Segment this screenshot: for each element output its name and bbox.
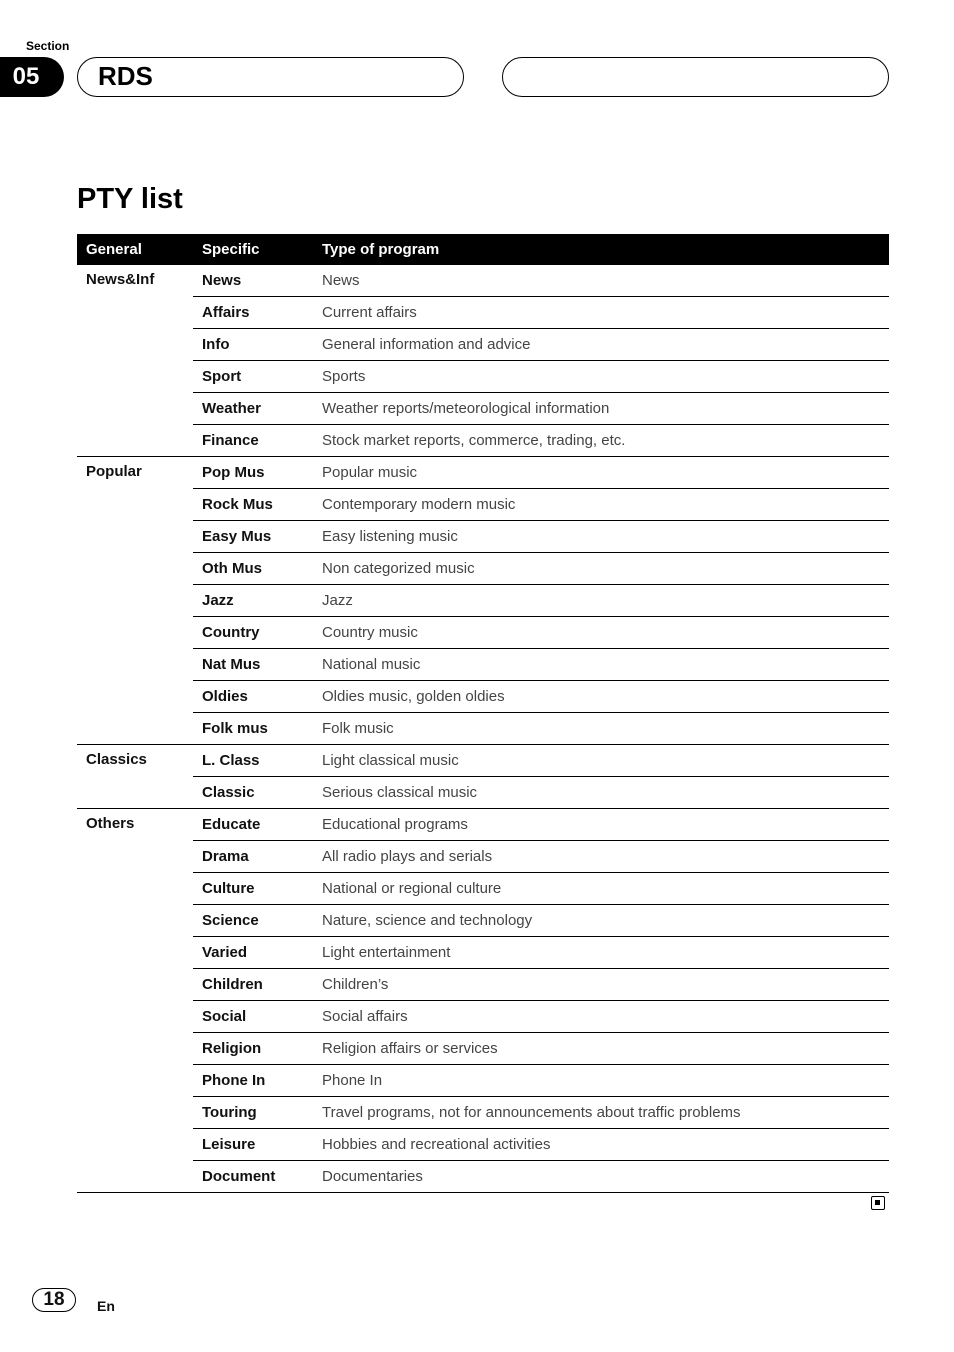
cell-type-of-program: Religion affairs or services <box>313 1033 889 1065</box>
cell-type-of-program: Hobbies and recreational activities <box>313 1129 889 1161</box>
cell-specific: Rock Mus <box>193 489 313 521</box>
table-row <box>77 1001 889 1033</box>
table-row <box>77 265 889 297</box>
cell-specific: Touring <box>193 1097 313 1129</box>
table-row <box>77 1033 889 1065</box>
cell-type-of-program: Light entertainment <box>313 937 889 969</box>
cell-type-of-program: News <box>313 265 889 297</box>
table-row <box>77 457 889 489</box>
cell-type-of-program: Easy listening music <box>313 521 889 553</box>
cell-specific: Oth Mus <box>193 553 313 585</box>
cell-type-of-program: Weather reports/meteorological information <box>313 393 889 425</box>
cell-specific: Document <box>193 1161 313 1193</box>
table-row <box>77 425 889 457</box>
table-row <box>77 553 889 585</box>
table-row <box>77 393 889 425</box>
cell-specific: Folk mus <box>193 713 313 745</box>
header-blank-bar <box>502 57 889 97</box>
cell-type-of-program: Current affairs <box>313 297 889 329</box>
cell-type-of-program: Sports <box>313 361 889 393</box>
cell-specific: Sport <box>193 361 313 393</box>
page-number: 18 <box>32 1288 76 1312</box>
cell-specific: Phone In <box>193 1065 313 1097</box>
cell-type-of-program: General information and advice <box>313 329 889 361</box>
cell-specific: News <box>193 265 313 297</box>
cell-type-of-program: Phone In <box>313 1065 889 1097</box>
table-row <box>77 617 889 649</box>
section-number-tab: 05 <box>0 57 64 97</box>
cell-specific: Finance <box>193 425 313 457</box>
cell-general: Others <box>77 809 193 1193</box>
cell-specific: Children <box>193 969 313 1001</box>
cell-general: Classics <box>77 745 193 809</box>
cell-type-of-program: All radio plays and serials <box>313 841 889 873</box>
cell-type-of-program: National music <box>313 649 889 681</box>
cell-specific: Weather <box>193 393 313 425</box>
cell-type-of-program: Serious classical music <box>313 777 889 809</box>
language-code: En <box>97 1298 115 1314</box>
cell-specific: Leisure <box>193 1129 313 1161</box>
cell-type-of-program: Contemporary modern music <box>313 489 889 521</box>
table-row <box>77 521 889 553</box>
cell-general: News&Inf <box>86 271 155 288</box>
column-header-specific: Specific <box>193 234 313 265</box>
table-row <box>77 297 889 329</box>
pty-table <box>77 234 889 1193</box>
cell-type-of-program: Folk music <box>313 713 889 745</box>
column-header-type: Type of program <box>313 234 889 265</box>
cell-specific: Culture <box>193 873 313 905</box>
table-header-row <box>77 234 889 265</box>
table-row <box>77 649 889 681</box>
cell-specific: Oldies <box>193 681 313 713</box>
table-row <box>77 1161 889 1193</box>
pty-table-body <box>77 265 889 1193</box>
table-row <box>77 745 889 777</box>
cell-type-of-program: Stock market reports, commerce, trading, etc. <box>313 425 889 457</box>
cell-specific: L. Class <box>193 745 313 777</box>
cell-type-of-program: Nature, science and technology <box>313 905 889 937</box>
table-row <box>77 905 889 937</box>
table-row <box>77 585 889 617</box>
cell-type-of-program: Documentaries <box>313 1161 889 1193</box>
table-row <box>77 1129 889 1161</box>
cell-type-of-program: Country music <box>313 617 889 649</box>
cell-specific: Nat Mus <box>193 649 313 681</box>
cell-type-of-program: Non categorized music <box>313 553 889 585</box>
cell-type-of-program: Educational programs <box>313 809 889 841</box>
table-row <box>77 809 889 841</box>
cell-type-of-program: Popular music <box>313 457 889 489</box>
table-row <box>77 329 889 361</box>
page-title: PTY list <box>77 183 183 215</box>
cell-type-of-program: Children’s <box>313 969 889 1001</box>
chapter-title-bar <box>77 57 464 97</box>
cell-general: Popular <box>77 457 193 745</box>
cell-specific: Affairs <box>193 297 313 329</box>
cell-specific: Religion <box>193 1033 313 1065</box>
cell-type-of-program: Social affairs <box>313 1001 889 1033</box>
table-row <box>77 777 889 809</box>
table-row <box>77 681 889 713</box>
end-of-section-square-icon <box>871 1196 885 1210</box>
cell-specific: Science <box>193 905 313 937</box>
cell-type-of-program: Oldies music, golden oldies <box>313 681 889 713</box>
table-row <box>77 1065 889 1097</box>
column-header-general: General <box>77 234 193 265</box>
cell-specific: Drama <box>193 841 313 873</box>
table-row <box>77 361 889 393</box>
table-row <box>77 1097 889 1129</box>
cell-specific: Pop Mus <box>193 457 313 489</box>
table-row <box>77 489 889 521</box>
cell-specific: Social <box>193 1001 313 1033</box>
table-row <box>77 841 889 873</box>
cell-specific: Info <box>193 329 313 361</box>
cell-specific: Easy Mus <box>193 521 313 553</box>
chapter-title: RDS <box>98 61 153 91</box>
table-row <box>77 873 889 905</box>
cell-type-of-program: Light classical music <box>313 745 889 777</box>
table-row <box>77 713 889 745</box>
cell-specific: Educate <box>193 809 313 841</box>
cell-specific: Varied <box>193 937 313 969</box>
table-row <box>77 969 889 1001</box>
cell-type-of-program: Travel programs, not for announcements about traffic problems <box>313 1097 889 1129</box>
section-label: Section <box>26 39 70 53</box>
cell-type-of-program: Jazz <box>313 585 889 617</box>
cell-specific: Jazz <box>193 585 313 617</box>
cell-specific: Classic <box>193 777 313 809</box>
table-row <box>77 937 889 969</box>
cell-type-of-program: National or regional culture <box>313 873 889 905</box>
cell-specific: Country <box>193 617 313 649</box>
